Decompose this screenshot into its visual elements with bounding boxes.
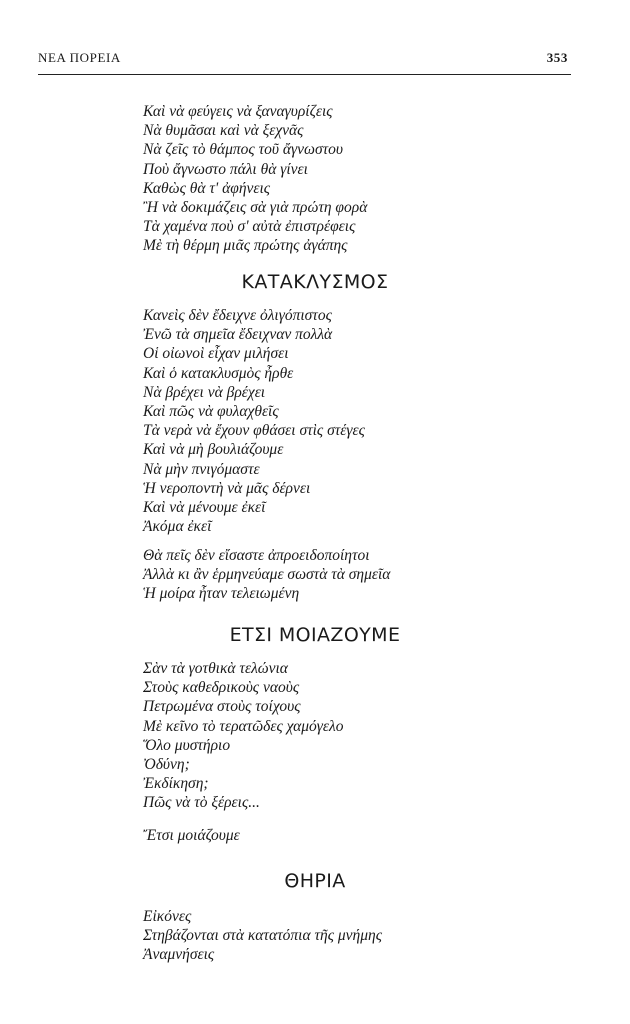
poem-title-thiria: ΘΗΡΙΑ — [284, 870, 346, 892]
poem-title-etsi-moiazoume: ΕΤΣΙ ΜΟΙΑΖΟΥΜΕ — [229, 624, 401, 646]
verse-line: Ἡ μοίρα ἦταν τελειωμένη — [143, 585, 300, 603]
verse-line: Στηβάζονται στὰ κατατόπια τῆς μνήμης — [143, 927, 383, 945]
poem-continued-stanza — [143, 102, 367, 256]
verse-line: Μὲ τὴ θέρμη μιᾶς πρώτης ἀγάπης — [143, 237, 348, 255]
verse-line: Ὀδύνη; — [143, 756, 190, 774]
verse-line: Ἀναμνήσεις — [143, 946, 215, 964]
verse-line: Νὰ θυμᾶσαι καὶ νὰ ξεχνᾶς — [143, 122, 304, 140]
poem1-stanza-1 — [143, 306, 365, 536]
verse-line: Νὰ μὴν πνιγόμαστε — [143, 460, 260, 478]
verse-line: Πετρωμένα στοὺς τοίχους — [143, 698, 301, 716]
verse-line: Νὰ ζεῖς τὸ θάμπος τοῦ ἄγνωστου — [143, 141, 343, 159]
verse-line: Ἔτσι μοιάζουμε — [143, 827, 240, 844]
verse-line: Καὶ νὰ μένουμε ἐκεῖ — [143, 499, 266, 517]
verse-line: Ὅλο μυστήριο — [143, 736, 231, 754]
verse-line: Τὰ χαμένα ποὺ σ' αὐτὰ ἐπιστρέφεις — [143, 218, 356, 236]
verse-line: Τὰ νερὰ νὰ ἔχουν φθάσει στὶς στέγες — [143, 422, 365, 440]
verse-line: Καὶ ὁ κατακλυσμὸς ἦρθε — [143, 364, 294, 382]
running-header — [38, 50, 568, 72]
verse-line: Ἀκόμα ἐκεῖ — [143, 518, 212, 536]
verse-line: Εἰκόνες — [143, 908, 192, 925]
verse-line: Μὲ κεῖνο τὸ τερατῶδες χαμόγελο — [143, 717, 344, 735]
verse-line: Κανεὶς δὲν ἔδειχνε ὀλιγόπιστος — [143, 307, 332, 324]
poem1-stanza-2 — [143, 546, 390, 604]
journal-title: ΝΕΑ ΠΟΡΕΙΑ — [38, 50, 121, 65]
verse-line: Ἐκδίκηση; — [143, 775, 209, 793]
verse-line: Νὰ βρέχει νὰ βρέχει — [143, 383, 266, 401]
verse-line: Ἢ νὰ δοκιμάζεις σὰ γιὰ πρώτη φορὰ — [143, 199, 368, 217]
header-rule — [38, 74, 571, 75]
verse-line: Καὶ νὰ φεύγεις νὰ ξαναγυρίζεις — [143, 103, 333, 120]
verse-line: Ἡ νεροποντὴ νὰ μᾶς δέρνει — [143, 479, 311, 497]
verse-line: Ἀλλὰ κι ἂν ἑρμηνεύαμε σωστὰ τὰ σημεῖα — [143, 566, 391, 584]
verse-line: Στοὺς καθεδρικοὺς ναοὺς — [143, 679, 300, 697]
poem2-stanza-2 — [143, 826, 240, 845]
verse-line: Οἱ οἰωνοὶ εἶχαν μιλήσει — [143, 345, 289, 363]
poem2-stanza-1 — [143, 659, 343, 813]
verse-line: Πῶς νὰ τὸ ξέρεις... — [143, 794, 260, 812]
poem3-stanza-1 — [143, 907, 382, 965]
verse-line: Καὶ πῶς νὰ φυλαχθεῖς — [143, 403, 279, 421]
page-number: 353 — [546, 50, 568, 65]
poem-title-kataklysmos: ΚΑΤΑΚΛΥΣΜΟΣ — [241, 271, 389, 293]
verse-line: Σὰν τὰ γοτθικὰ τελώνια — [143, 660, 288, 677]
verse-line: Ποὺ ἄγνωστο πάλι θὰ γίνει — [143, 160, 308, 178]
verse-line: Καὶ νὰ μὴ βουλιάζουμε — [143, 441, 284, 459]
verse-line: Ἐνῶ τὰ σημεῖα ἔδειχναν πολλὰ — [143, 326, 333, 344]
verse-line: Θὰ πεῖς δὲν εἴσαστε ἀπροειδοποίητοι — [143, 547, 370, 564]
verse-line: Καθὼς θὰ τ' ἀφήνεις — [143, 179, 271, 197]
